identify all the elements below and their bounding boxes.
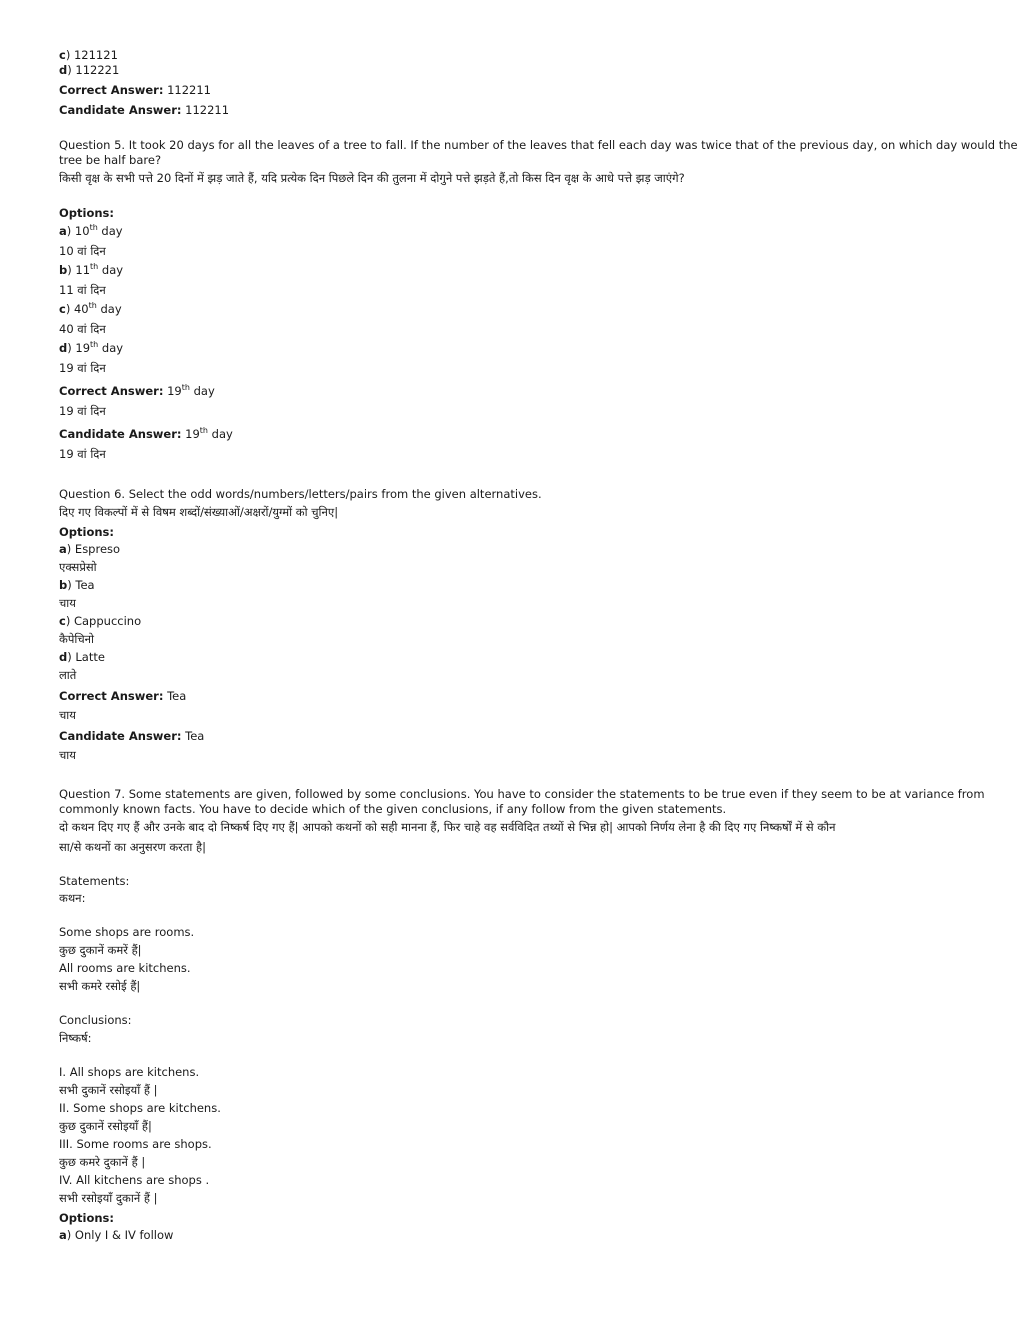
option-text: Espreso xyxy=(74,542,121,556)
option-letter: c xyxy=(59,48,66,62)
option-d: d) 19th day 19 वां दिन xyxy=(59,339,979,378)
candidate-answer-text: Tea xyxy=(185,729,205,743)
correct-answer-value: 112211 xyxy=(167,83,211,97)
correct-answer-label: Correct Answer: xyxy=(59,689,164,703)
question-5 xyxy=(59,138,1018,464)
conclusion-1 xyxy=(59,1064,979,1100)
question-text-en-cont: tree be half bare? xyxy=(59,153,162,167)
conclusion-text-hi: सभी दुकानें रसोइयाँ हैं | xyxy=(59,1083,158,1097)
question-text-en: Question 6. Select the odd words/numbers/letters/pairs from the given alternatives. xyxy=(59,487,542,501)
conclusion-text-hi: कुछ दुकानें रसोइयाँ हैं| xyxy=(59,1119,152,1133)
option-c: c) 40th day 40 वां दिन xyxy=(59,300,979,339)
question-text-hi: दिए गए विकल्पों में से विषम शब्दों/संख्याओं/अक्षरों/युग्मों को चुनिए| xyxy=(59,505,339,519)
statements-label: Statements: xyxy=(59,874,130,888)
option-letter: c xyxy=(59,302,66,316)
statements-label-hi: कथन: xyxy=(59,891,86,905)
conclusions-label: Conclusions: xyxy=(59,1013,132,1027)
option-a: a) Espreso एक्सप्रेसो xyxy=(59,541,979,577)
statement-text-en: All rooms are kitchens. xyxy=(59,961,191,975)
candidate-answer-text: day xyxy=(208,427,233,441)
option-text: day xyxy=(98,263,124,277)
option-letter: b xyxy=(59,263,68,277)
ordinal-suffix: th xyxy=(90,262,99,271)
option-text-hi: चाय xyxy=(59,596,76,610)
conclusion-4 xyxy=(59,1172,979,1208)
option-number: 10 xyxy=(74,224,90,238)
correct-answer-text: Tea xyxy=(167,689,187,703)
option-letter: c xyxy=(59,614,66,628)
statement-text-hi: सभी कमरे रसोई हैं| xyxy=(59,979,141,993)
question-text-en-cont: commonly known facts. You have to decide which of the given conclusions, if any follow from the given statements. xyxy=(59,802,727,816)
ordinal-suffix: th xyxy=(181,383,190,392)
question-text-hi: दो कथन दिए गए हैं और उनके बाद दो निष्कर्ष दिए गए हैं| आपको कथनों को सही मानना हैं, फिर चाहे वह सर्वविदित तथ्यों से भिन्न हो| आपको निर्णय लेना है की दिए गए निष्कर्षों में से कौन xyxy=(59,820,836,834)
question-text-en: Question 7. Some statements are given, followed by some conclusions. You have to consider the statements to be true even if they seem to be at variance from xyxy=(59,787,985,801)
correct-answer xyxy=(59,382,979,421)
option-text-hi: एक्सप्रेसो xyxy=(59,560,97,574)
question-7 xyxy=(59,787,985,1243)
question-text-hi-cont: सा/से कथनों का अनुसरण करता है| xyxy=(59,840,207,854)
option-number: 19 xyxy=(75,341,91,355)
candidate-answer xyxy=(59,425,979,464)
option-letter: d xyxy=(59,63,68,77)
ordinal-suffix: th xyxy=(199,426,208,435)
option-letter: d xyxy=(59,341,68,355)
options-label-text: Options: xyxy=(59,206,114,220)
option-text: day xyxy=(96,302,122,316)
conclusion-text-en: IV. All kitchens are shops . xyxy=(59,1173,210,1187)
options-label xyxy=(59,204,979,222)
correct-answer-number: 19 xyxy=(167,384,182,398)
option-a: a) 10th day 10 वां दिन xyxy=(59,222,979,261)
option-d: d) 112221 xyxy=(59,63,120,77)
correct-answer-label: Correct Answer: xyxy=(59,384,164,398)
option-c: c) 121121 xyxy=(59,48,118,62)
option-text-hi: कैपेचिनो xyxy=(59,632,95,646)
options-label-text: Options: xyxy=(59,1211,114,1225)
conclusion-text-en: III. Some rooms are shops. xyxy=(59,1137,212,1151)
conclusion-2 xyxy=(59,1100,979,1136)
candidate-answer-label: Candidate Answer: xyxy=(59,729,182,743)
correct-answer xyxy=(59,80,979,100)
option-b: b) 11th day 11 वां दिन xyxy=(59,261,979,300)
option-text: day xyxy=(97,224,123,238)
document-page xyxy=(59,48,1018,1243)
option-text: Cappuccino xyxy=(73,614,142,628)
option-letter: b xyxy=(59,578,68,592)
option-number: 11 xyxy=(75,263,91,277)
options-label xyxy=(59,1210,979,1227)
option-text-hi: 11 वां दिन xyxy=(59,283,106,297)
option-text: 112221 xyxy=(75,63,120,77)
correct-answer xyxy=(59,687,979,725)
conclusion-3 xyxy=(59,1136,979,1172)
option-a: a) Only I & IV follow xyxy=(59,1228,174,1242)
option-letter: a xyxy=(59,542,67,556)
question-4-tail xyxy=(59,48,979,120)
option-number: 40 xyxy=(73,302,89,316)
correct-answer-label: Correct Answer: xyxy=(59,83,164,97)
conclusion-text-hi: कुछ कमरे दुकानें हैं | xyxy=(59,1155,146,1169)
option-text-hi: 10 वां दिन xyxy=(59,244,106,258)
conclusion-text-hi: सभी रसोइयाँ दुकानें हैं | xyxy=(59,1191,158,1205)
candidate-answer-label: Candidate Answer: xyxy=(59,103,182,117)
ordinal-suffix: th xyxy=(88,301,97,310)
candidate-answer xyxy=(59,727,979,765)
option-d: d) Latte लाते xyxy=(59,649,979,685)
option-letter: a xyxy=(59,224,67,238)
option-text-hi: 40 वां दिन xyxy=(59,322,106,336)
ordinal-suffix: th xyxy=(89,223,98,232)
candidate-answer xyxy=(59,100,979,120)
option-text: day xyxy=(98,341,124,355)
correct-answer-hi: चाय xyxy=(59,708,76,722)
option-text: 121121 xyxy=(73,48,118,62)
option-c: c) Cappuccino कैपेचिनो xyxy=(59,613,979,649)
option-letter: d xyxy=(59,650,68,664)
candidate-answer-hi: 19 वां दिन xyxy=(59,447,106,461)
option-text: Only I & IV follow xyxy=(74,1228,174,1242)
statement-text-en: Some shops are rooms. xyxy=(59,925,195,939)
question-text-hi: किसी वृक्ष के सभी पत्ते 20 दिनों में झड़ जाते हैं, यदि प्रत्येक दिन पिछले दिन की तुलना में दोगुने पत्ते झड़ते हैं,तो किस दिन वृक्ष के आधे पत्ते झड़ जाएंगे? xyxy=(59,171,685,185)
options-label xyxy=(59,524,979,541)
statement-1 xyxy=(59,924,979,960)
correct-answer-text: day xyxy=(189,384,215,398)
candidate-answer-label: Candidate Answer: xyxy=(59,427,182,441)
conclusions-label-hi: निष्कर्ष: xyxy=(59,1031,92,1045)
option-text-hi: लाते xyxy=(59,668,77,682)
correct-answer-hi: 19 वां दिन xyxy=(59,404,106,418)
options-label-text: Options: xyxy=(59,525,114,539)
statement-text-hi: कुछ दुकानें कमरें हैं| xyxy=(59,943,142,957)
candidate-answer-value: 112211 xyxy=(185,103,230,117)
ordinal-suffix: th xyxy=(90,340,99,349)
option-text-hi: 19 वां दिन xyxy=(59,361,106,375)
question-6 xyxy=(59,486,979,765)
option-text: Latte xyxy=(75,650,105,664)
statement-2 xyxy=(59,960,979,996)
conclusion-text-en: II. Some shops are kitchens. xyxy=(59,1101,221,1115)
option-b: b) Tea चाय xyxy=(59,577,979,613)
option-text: Tea xyxy=(75,578,95,592)
question-text-en: Question 5. It took 20 days for all the leaves of a tree to fall. If the number of the leaves that fell each day was twice that of the previous day, on which day would the xyxy=(59,138,1018,152)
candidate-answer-hi: चाय xyxy=(59,748,76,762)
candidate-answer-number: 19 xyxy=(185,427,200,441)
option-letter: a xyxy=(59,1228,67,1242)
conclusion-text-en: I. All shops are kitchens. xyxy=(59,1065,200,1079)
